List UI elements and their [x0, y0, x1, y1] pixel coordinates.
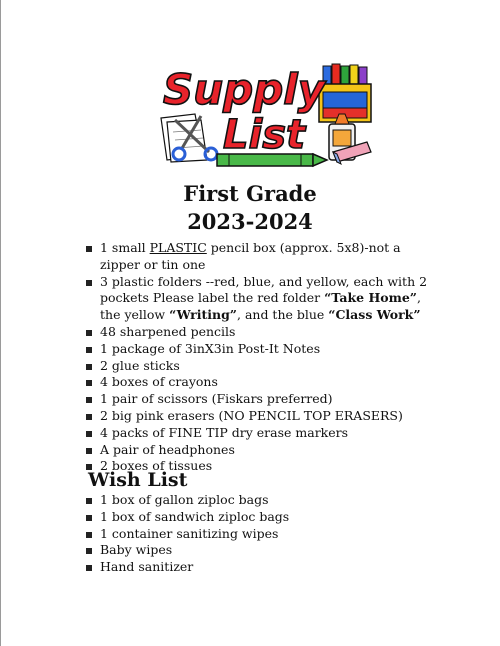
bullet-icon: [86, 565, 92, 571]
bullet-icon: [86, 280, 92, 286]
list-item: Baby wipes: [84, 542, 434, 559]
supply-list-clipart-icon: [157, 60, 385, 174]
bullet-icon: [86, 347, 92, 353]
list-item: 1 box of gallon ziploc bags: [84, 492, 434, 509]
bullet-icon: [86, 548, 92, 554]
list-item: 1 container sanitizing wipes: [84, 526, 434, 543]
list-item: 3 plastic folders --red, blue, and yellow, each with 2 pockets Please label the red folder “Take Home”, the yellow “Writing”, and the blue “Class Work”: [84, 274, 434, 324]
supply-list-logo: [157, 60, 385, 174]
bullet-icon: [86, 431, 92, 437]
list-item: 2 boxes of tissues: [84, 458, 434, 475]
list-item: 1 package of 3inX3in Post-It Notes: [84, 341, 434, 358]
logo-word-supply: Supply: [163, 65, 326, 114]
bullet-icon: [86, 246, 92, 252]
grade-title: First Grade: [183, 181, 317, 206]
list-item: 4 boxes of crayons: [84, 374, 434, 391]
bullet-icon: [86, 498, 92, 504]
bullet-icon: [86, 380, 92, 386]
logo-word-list: List: [223, 112, 306, 158]
bullet-icon: [86, 397, 92, 403]
bullet-icon: [86, 532, 92, 538]
page-edge: [0, 0, 1, 646]
list-item: 4 packs of FINE TIP dry erase markers: [84, 425, 434, 442]
list-item: 48 sharpened pencils: [84, 324, 434, 341]
list-item: 1 small PLASTIC pencil box (approx. 5x8)-not a zipper or tin one: [84, 240, 434, 274]
school-year: 2023-2024: [187, 209, 313, 234]
list-item: Hand sanitizer: [84, 559, 434, 576]
bullet-icon: [86, 515, 92, 521]
list-item: 2 glue sticks: [84, 358, 434, 375]
bullet-icon: [86, 330, 92, 336]
list-item: 2 big pink erasers (NO PENCIL TOP ERASERS): [84, 408, 434, 425]
list-item: 1 pair of scissors (Fiskars preferred): [84, 391, 434, 408]
list-item: A pair of headphones: [84, 442, 434, 459]
list-item: 1 box of sandwich ziploc bags: [84, 509, 434, 526]
crayon-box-icon: [319, 64, 371, 122]
wish-list: [84, 492, 434, 576]
wish-list-heading: Wish List: [88, 469, 188, 491]
bullet-icon: [86, 414, 92, 420]
bullet-icon: [86, 364, 92, 370]
bullet-icon: [86, 448, 92, 454]
supply-list: [84, 240, 434, 475]
